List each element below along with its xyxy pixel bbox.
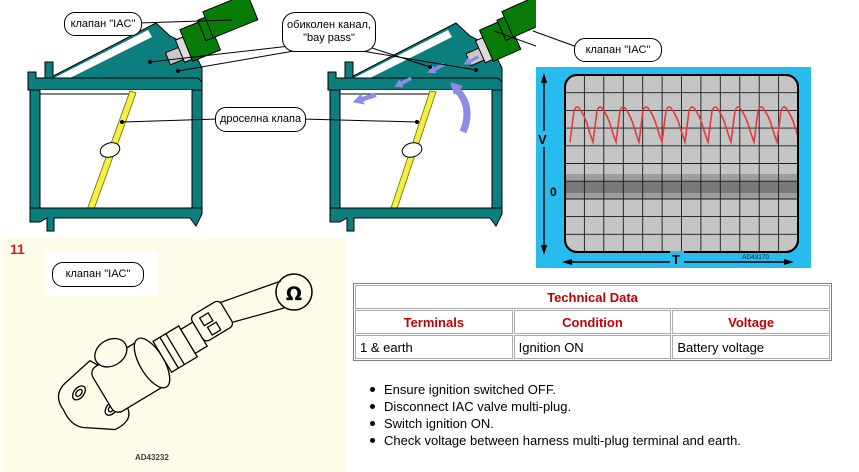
figure-code: AD43232 xyxy=(135,453,169,462)
technical-data-section xyxy=(353,283,832,361)
callout-text: клапан "IAC" xyxy=(585,43,651,56)
procedure-steps xyxy=(366,381,841,449)
callout-text-line1: обиколен канал, xyxy=(287,19,371,31)
callout-text-line2: "bay pass" xyxy=(303,32,355,44)
step-item: Disconnect IAC valve multi-plug. xyxy=(366,398,841,415)
callout-iac-valve-left xyxy=(64,12,142,36)
cell-voltage: Battery voltage xyxy=(672,335,830,359)
figure-code: AD43170 xyxy=(742,254,770,261)
col-header-condition: Condition xyxy=(514,310,672,334)
callout-bypass xyxy=(282,12,376,52)
table-title: Technical Data xyxy=(355,285,830,309)
figure-number: 11 xyxy=(10,241,25,257)
iac-valve-figure-panel xyxy=(2,238,345,472)
oscilloscope-graphic xyxy=(536,67,811,268)
v-axis xyxy=(537,73,557,255)
technical-data-table xyxy=(353,283,832,361)
col-header-voltage: Voltage xyxy=(672,310,830,334)
callout-text: клапан "IAC" xyxy=(65,268,131,280)
oscilloscope-panel xyxy=(536,67,811,268)
step-item: Switch ignition ON. xyxy=(366,415,841,432)
zero-label: 0 xyxy=(550,185,557,199)
cell-terminals: 1 & earth xyxy=(355,335,513,359)
callout-text: клапан "IAC" xyxy=(70,17,136,30)
v-axis-label: V xyxy=(538,132,547,147)
callout-iac-valve-figure xyxy=(52,262,144,287)
callout-text: дроселна клапа xyxy=(219,113,302,125)
cell-condition: Ignition ON xyxy=(514,335,672,359)
table-row xyxy=(355,335,830,359)
col-header-terminals: Terminals xyxy=(355,310,513,334)
ohm-symbol: Ω xyxy=(285,283,303,305)
step-item: Check voltage between harness multi-plug terminal and earth. xyxy=(366,432,841,449)
callout-iac-valve-right xyxy=(574,38,662,62)
t-axis-label: T xyxy=(672,252,680,267)
callout-throttle-plate xyxy=(215,107,306,132)
step-item: Ensure ignition switched OFF. xyxy=(366,381,841,398)
t-axis xyxy=(562,251,794,267)
